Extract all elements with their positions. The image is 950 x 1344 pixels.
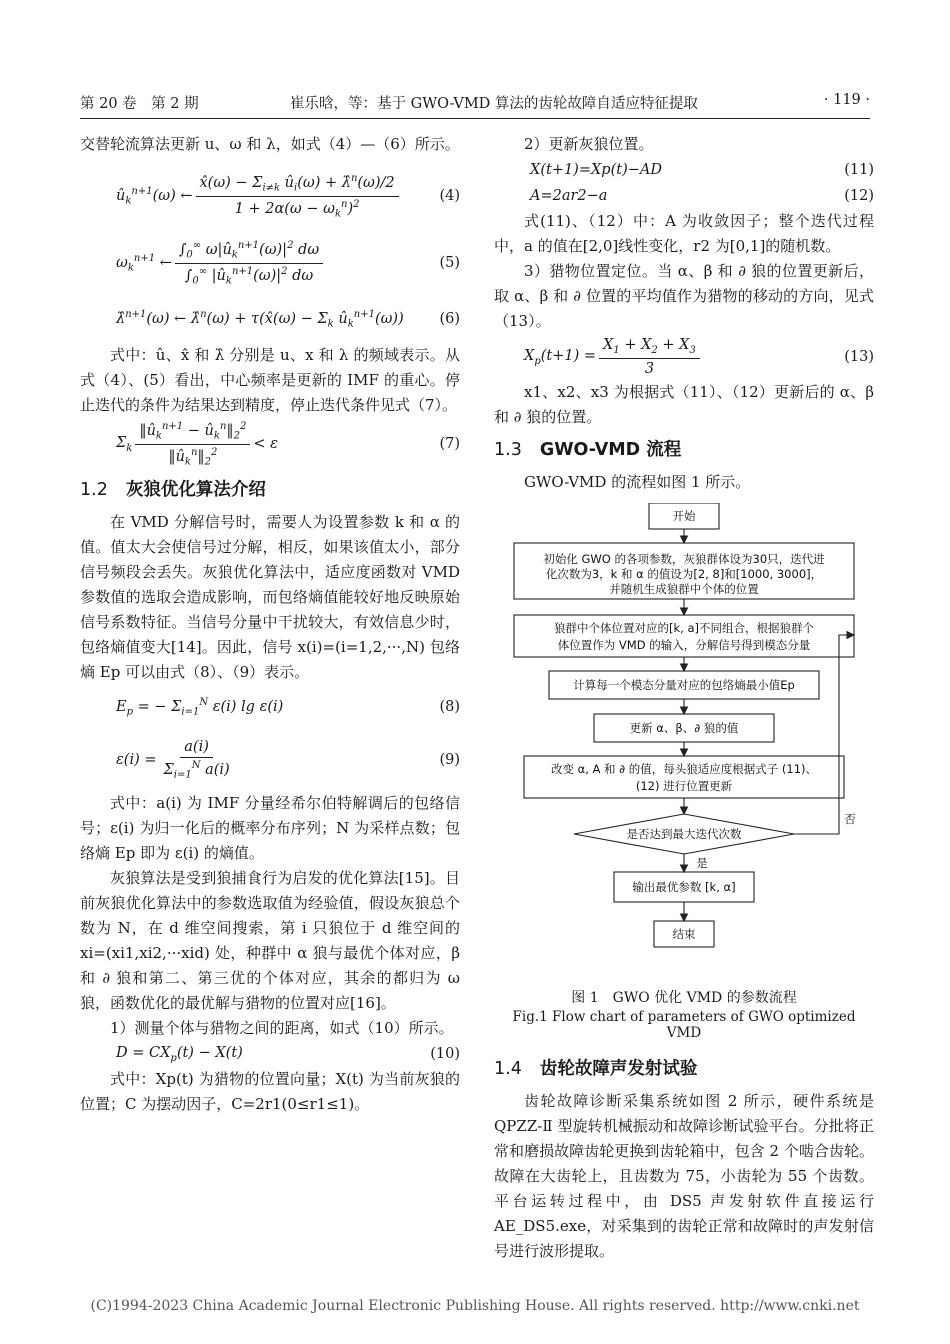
paragraph: 式中：a(i) 为 IMF 分量经希尔伯特解调后的包络信号；ε(i) 为归一化后的概率分布序列；N 为采样点数；包络熵 Ep 即为 ε(i) 的熵值。: [80, 794, 460, 862]
equation-number: (13): [844, 349, 874, 365]
section-heading-1-4: 1.4 齿轮故障声发射试验: [494, 1059, 698, 1079]
paragraph: GWO-VMD 的流程如图 1 所示。: [524, 473, 751, 491]
flow-decompose-line2: 体位置作为 VMD 的输入，分解信号得到模态分量: [557, 638, 811, 652]
flow-start-label: 开始: [672, 509, 696, 523]
equation-number: (5): [439, 255, 460, 271]
flow-position-line1: 改变 α, A 和 ∂ 的值，每头狼适应度根据式子 (11)、: [550, 762, 818, 776]
paragraph: 式中：û、x̂ 和 λ̂ 分别是 u、x 和 λ 的频域表示。从式（4）、(5）看出，中心频率是更新的 IMF 的重心。停止迭代的条件为结果达到精度，停止迭代条件见式（7）。: [80, 346, 460, 414]
flow-init-line3: 并随机生成狼群中个体的位置: [609, 582, 759, 596]
flow-output-label: 输出最优参数 [k, α]: [632, 880, 736, 894]
equation-number: (7): [439, 436, 460, 452]
equation-5: $\omega_k^{n+1}$ ← $\frac{\int_0^\infty \omega|û_k^{n+1}(\omega)|^2 d\omega}{\int_0^\infty |û_k^{n+1}(\omega)|^2 d\omega}$ (5): [116, 239, 460, 287]
flow-no-label: 否: [844, 812, 856, 826]
flow-entropy-label: 计算每一个模态分量对应的包络熵最小值Ep: [573, 678, 795, 692]
paragraph: x1、x2、x3 为根据式（11）、（12）更新后的 α、β 和 ∂ 狼的位置。: [494, 383, 874, 426]
equation-number: (9): [439, 752, 460, 768]
equation-10: $D = CX_p(t) - X(t)$ (10): [116, 1044, 460, 1064]
equation-9: ε(i) = $\frac{a(i)}{\Sigma_{i=1}^N a(i)}$ (9): [116, 739, 460, 781]
equation-number: (12): [844, 188, 874, 204]
flow-end-label: 结束: [672, 927, 696, 941]
flow-init-line1: 初始化 GWO 的各项参数，灰狼群体设为30只，迭代进: [543, 552, 825, 566]
flow-decision-label: 是否达到最大迭代次数: [626, 827, 742, 841]
paragraph: 3）猎物位置定位。当 α、β 和 ∂ 狼的位置更新后，取 α、β 和 ∂ 位置的平均值作为猎物的移动的方向，见式（13）。: [494, 262, 874, 330]
flowchart-figure-1: [494, 503, 874, 985]
header-volume: 第 20 卷 第 2 期: [80, 96, 199, 112]
equation-11: X(t+1)=Xp(t)−AD (11): [530, 162, 874, 178]
header-rule: [80, 118, 870, 119]
paragraph: 交替轮流算法更新 u、ω 和 λ，如式（4）—（6）所示。: [80, 135, 460, 153]
equation-13: $X_p(t+1)$ = $\frac{X_1 + X_2 + X_3}{3}$ (13): [524, 337, 874, 377]
section-heading-1-3: 1.3 GWO-VMD 流程: [494, 440, 682, 460]
flow-decompose-line1: 狼群中个体位置对应的[k, a]不同组合，根据狼群个: [554, 621, 814, 635]
flowchart-svg: [494, 503, 874, 985]
equation-number: (10): [430, 1046, 460, 1062]
flow-position-line2: (12) 进行位置更新: [635, 779, 733, 793]
equation-number: (8): [439, 699, 460, 715]
flow-update-label: 更新 α、β、∂ 狼的值: [629, 721, 739, 735]
paragraph: 式中：Xp(t) 为猎物的位置向量；X(t) 为当前灰狼的位置；C 为摆动因子，C=2r1(0≤r1≤1)。: [80, 1070, 460, 1113]
equation-4: $û_k^{n+1}(\omega)$ ← $\frac{x̂(\omega) - \Sigma_{i\ne k} û_i(\omega) + \lambdâ^n(\omega)/2}{1 + 2\alpha(\omega - \omega_k^n)^2}$ (4): [116, 172, 460, 220]
right-column: [494, 132, 874, 1264]
header-title: 崔乐晗，等：基于 GWO-VMD 算法的齿轮故障自适应特征提取: [290, 96, 698, 112]
flow-init-line2: 化次数为3，k 和 α 的值设为[2, 8]和[1000, 3000]，: [545, 567, 823, 581]
flow-yes-label: 是: [696, 856, 708, 870]
figure-caption-cn: 图 1 GWO 优化 VMD 的参数流程: [571, 990, 797, 1006]
paragraph: 灰狼算法是受到狼捕食行为启发的优化算法[15]。目前灰狼优化算法中的参数选取值为经验值，假设灰狼总个数为 N，在 d 维空间搜索，第 i 只狼位于 d 维空间的 xi=(xi1,xi2,···xid) 处，种群中 α 狼与最优个体对应，β 和 ∂ 狼和第二、第三优的个体对应，其余的都归为 ω 狼，函数优化的最优解与猎物的位置对应[16]。: [80, 869, 460, 1012]
equation-8: $E_p$ = − $\Sigma_{i=1}^N$ ε(i) lg ε(i) (8): [116, 696, 460, 718]
equation-number: (11): [844, 162, 874, 178]
equation-number: (6): [439, 311, 460, 327]
copyright-footer: (C)1994-2023 China Academic Journal Electronic Publishing House. All rights reserved. http://www.cnki.net: [90, 1298, 860, 1314]
figure-caption-en: Fig.1 Flow chart of parameters of GWO optimized VMD: [512, 1009, 856, 1041]
section-heading-1-2: 1.2 灰狼优化算法介绍: [80, 480, 266, 500]
left-column: [80, 132, 460, 1117]
equation-7: $\Sigma_k$ $\frac{‖û_k^{n+1} - û_k^n‖_2^2}{‖û_k^n‖_2^2}$ < ε (7): [116, 420, 460, 468]
paragraph: 在 VMD 分解信号时，需要人为设置参数 k 和 α 的值。值太大会使信号过分解，相反，如果该值太小，部分信号频段会丢失。灰狼优化算法中，适应度函数对 VMD 参数值的选取会造成影响，而包络熵值能较好地反映原始信号系数特征。当信号分量中干扰较大，有效信息少时，包络熵值变大[14]。因此，信号 x(i)=(i=1,2,···,N) 包络熵 Ep 可以由式（8）、（9）表示。: [80, 513, 460, 681]
paragraph: 2）更新灰狼位置。: [524, 135, 654, 153]
equation-number: (4): [439, 188, 460, 204]
paragraph: 1）测量个体与猎物之间的距离，如式（10）所示。: [110, 1019, 454, 1037]
equation-12: A=2ar2−a (12): [530, 188, 874, 204]
paragraph: 式(11)、（12）中：A 为收敛因子；整个迭代过程中，a 的值在[2,0]线性变化，r2 为[0,1]的随机数。: [494, 212, 874, 255]
running-header: [80, 92, 870, 114]
equation-6: λ̂$^{n+1}$(ω) ← λ̂$^n$(ω) + τ(x̂(ω) − $\Sigma_k$ $û_k^{n+1}(\omega)$) (6): [116, 308, 460, 330]
paragraph: 齿轮故障诊断采集系统如图 2 所示，硬件系统是 QPZZ-Ⅱ 型旋转机械振动和故障诊断试验平台。分批将正常和磨损故障齿轮更换到齿轮箱中，包含 2 个啮合齿轮。故障在大齿轮上，且齿数为 75，小齿轮为 55 个齿数。平台运转过程中，由 DS5 声发射软件直接运行 AE_DS5.exe，对采集到的齿轮正常和故障时的声发射信号进行波形提取。: [494, 1092, 874, 1260]
header-page-number: · 119 ·: [823, 92, 870, 108]
